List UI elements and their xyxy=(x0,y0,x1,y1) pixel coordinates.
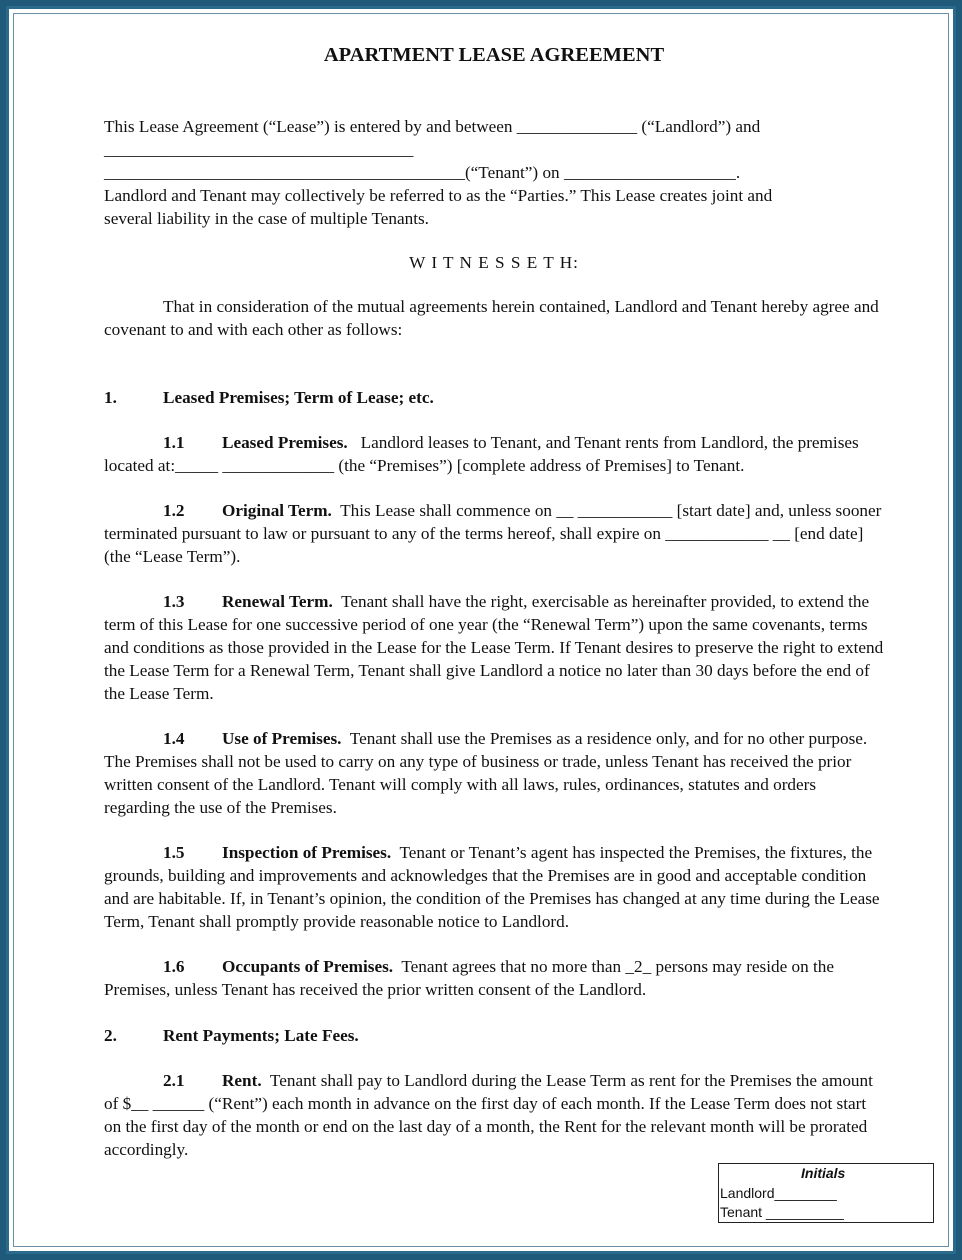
clause-number: 1.2 xyxy=(163,501,185,520)
clause-1-4 xyxy=(104,727,884,819)
intro-line: __________________________________________(“Tenant”) on ____________________. xyxy=(104,163,741,182)
clause-1-3 xyxy=(104,590,884,705)
clause-text: Tenant shall use the Premises as a residence only, and for no other purpose. The Premises shall not be used to carry on any type of business or trade, unless Tenant has received the prior written consent of the Landlord. Tenant will comply with all laws, rules, ordinances, statutes and orders regarding the use of the Premises. xyxy=(104,729,868,817)
clause-text: Landlord leases to Tenant, and Tenant rents from Landlord, the premises located at:_____ _____________ (the “Premises”) [complete address of Premises] to Tenant. xyxy=(104,433,859,475)
document-page xyxy=(6,6,956,1254)
clause-title: Original Term. xyxy=(222,501,332,520)
initials-box xyxy=(718,1163,934,1223)
clause-title: Occupants of Premises. xyxy=(222,957,394,976)
clause-number: 1.1 xyxy=(163,433,185,452)
intro-line: ____________________________________ xyxy=(104,140,414,159)
intro-line: This Lease Agreement (“Lease”) is entered by and between ______________ (“Landlord”) and xyxy=(104,117,761,136)
clause-1-6 xyxy=(104,955,884,1001)
tenant-initials-field[interactable]: Tenant __________ xyxy=(720,1204,844,1220)
clause-text: This Lease shall commence on __ ___________ [start date] and, unless sooner terminated pursuant to law or pursuant to any of the terms hereof, shall expire on ____________ __ [end date] (the “Lease Term”). xyxy=(104,501,882,566)
clause-title: Leased Premises. xyxy=(222,433,348,452)
section-number: 1. xyxy=(104,388,117,407)
clause-title: Use of Premises. xyxy=(222,729,342,748)
document-title: APARTMENT LEASE AGREEMENT xyxy=(323,44,665,66)
clause-number: 2.1 xyxy=(163,1071,185,1090)
clause-1-1 xyxy=(104,431,884,477)
document-body xyxy=(104,39,884,1161)
clause-title: Rent. xyxy=(222,1071,262,1090)
clause-number: 1.5 xyxy=(163,843,185,862)
section-2-heading xyxy=(104,1024,884,1047)
section-number: 2. xyxy=(104,1026,117,1045)
clause-title: Inspection of Premises. xyxy=(222,843,392,862)
section-title: Leased Premises; Term of Lease; etc. xyxy=(163,388,434,407)
clause-title: Renewal Term. xyxy=(222,592,333,611)
consideration-paragraph: That in consideration of the mutual agreements herein contained, Landlord and Tenant hereby agree and covenant to and with each other as follows: xyxy=(104,297,879,339)
section-title: Rent Payments; Late Fees. xyxy=(163,1026,359,1045)
clause-number: 1.4 xyxy=(163,729,185,748)
clause-text: Tenant or Tenant’s agent has inspected the Premises, the fixtures, the grounds, building and improvements and acknowledges that the Premises are in good and acceptable condition and are habitable. If, in Tenant’s opinion, the condition of the Premises has changed at any time during the Lease Term, Tenant shall promptly provide reasonable notice to Landlord. xyxy=(104,843,880,931)
section-1-heading xyxy=(104,386,884,409)
clause-1-5 xyxy=(104,841,884,933)
clause-2-1 xyxy=(104,1069,884,1161)
landlord-initials-field[interactable]: Landlord________ xyxy=(720,1185,837,1201)
initials-title: Initials xyxy=(801,1165,846,1181)
clause-number: 1.6 xyxy=(163,957,185,976)
intro-paragraph xyxy=(104,115,884,230)
intro-line: Landlord and Tenant may collectively be referred to as the “Parties.” This Lease creates joint and xyxy=(104,186,773,205)
witnesseth-heading: W I T N E S S E T H: xyxy=(409,253,579,272)
clause-text: Tenant agrees that no more than _2_ persons may reside on the Premises, unless Tenant has received the prior written consent of the Landlord. xyxy=(104,957,835,999)
clause-1-2 xyxy=(104,499,884,568)
intro-line: several liability in the case of multiple Tenants. xyxy=(104,209,429,228)
clause-text: Tenant shall have the right, exercisable as hereinafter provided, to extend the term of this Lease for one successive period of one year (the “Renewal Term”) upon the same covenants, terms and conditions as those provided in the Lease for the Lease Term. If Tenant desires to preserve the right to extend the Lease Term for a Renewal Term, Tenant shall give Landlord a notice no later than 30 days before the end of the Lease Term. xyxy=(104,592,884,703)
clause-text: Tenant shall pay to Landlord during the Lease Term as rent for the Premises the amount of $__ ______ (“Rent”) each month in advance on the first day of each month. If the Lease Term does not start on the first day of the month or end on the last day of a month, the Rent for the relevant month will be prorated accordingly. xyxy=(104,1071,873,1159)
clause-number: 1.3 xyxy=(163,592,185,611)
